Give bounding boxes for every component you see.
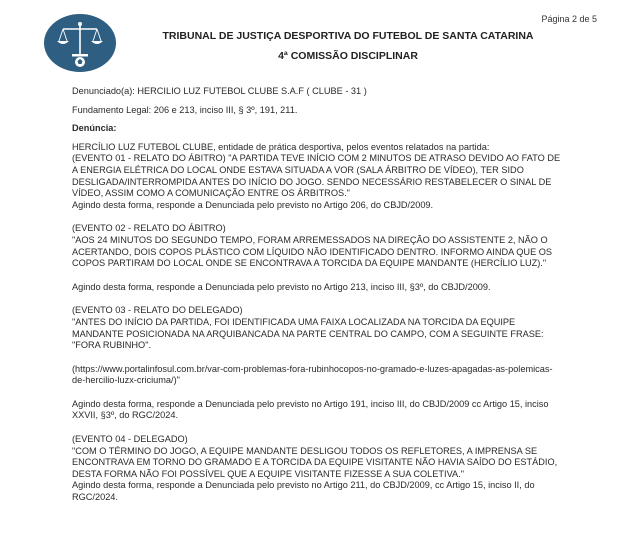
evento3-conclusion: Agindo desta forma, responde a Denunciada pelo previsto no Artigo 191, inciso III, do CBJD/2009 cc Artigo 15, inciso XXVII, §3º, do RGC/2024. — [72, 398, 549, 421]
denunciado-line: Denunciado(a): HERCILIO LUZ FUTEBOL CLUBE S.A.F ( CLUBE - 31 ) — [72, 86, 367, 96]
intro-paragraph: HERCÍLIO LUZ FUTEBOL CLUBE, entidade de prática desportiva, pelos eventos relatados na partida: — [72, 141, 490, 152]
page-number: Página 2 de 5 — [541, 14, 597, 24]
fundamento-line: Fundamento Legal: 206 e 213, inciso III, § 3º, 191, 211. — [72, 104, 298, 115]
document-body — [72, 86, 562, 504]
evento1-conclusion: Agindo desta forma, responde a Denunciada pelo previsto no Artigo 206, do CBJD/2009. — [72, 199, 434, 210]
evento3-heading: (EVENTO 03 - RELATO DO DELEGADO) — [72, 305, 243, 316]
evento2-text: "AOS 24 MINUTOS DO SEGUNDO TEMPO, FORAM ARREMESSADOS NA DIREÇÃO DO ASSISTENTE 2, NÃO O ACERTANDO, DOIS COPOS PLÁSTICO COM LÍQUIDO NÃO IDENTIFICADO DENTRO. INFORMO AINDA QUE OS COPOS PARTIRAM DO LOCAL ONDE SE ENCONTRAVA A TORCIDA DA EQUIPE MANDANTE (HERCÍLIO LUZ)." — [72, 234, 553, 269]
header-title: TRIBUNAL DE JUSTIÇA DESPORTIVA DO FUTEBOL DE SANTA CATARINA — [162, 30, 534, 42]
evento1-text: (EVENTO 01 - RELATO DO ÁBITRO) "A PARTIDA TEVE INÍCIO COM 2 MINUTOS DE ATRASO DEVIDO AO FATO DE A ENERGIA ELÉTRICA DO LOCAL ONDE ESTAVA SITUADA A VOR (SALA ÁRBITRO DE VÍDEO), TER SIDO DESLIGADA/INTERROMPIDA ANTES DO INÍCIO DO JOGO. SENDO NECESSÁRIO RESTABELECER O SINAL DE VÍDEO, ASSIM COMO A COMUNICAÇÃO ENTRE OS ÁRBITROS." — [72, 153, 561, 199]
evento4-heading: (EVENTO 04 - DELEGADO) — [72, 434, 188, 445]
tjd-logo — [43, 13, 117, 73]
evento4-text: "COM O TÉRMINO DO JOGO, A EQUIPE MANDANTE DESLIGOU TODOS OS REFLETORES, A IMPRENSA SE ENCONTRAVA EM TORNO DO GRAMADO E A TORCIDA DA EQUIPE VISITANTE NÃO HAVIA SAÍDO DO ESTÁDIO, DESTA FORMA NÃO FOI POSSÍVEL QUE A EQUIPE VISITANTE FIZESSE A SUA COLETIVA." — [72, 445, 558, 479]
evento3-link: (https://www.portalinfosul.com.br/var-com-problemas-fora-rubinhocopos-no-gramado-e-luzes-apagadas-as-polemicas-de-hercilio-luzx-criciuma/)" — [72, 363, 553, 386]
denuncia-heading: Denúncia: — [72, 123, 117, 134]
evento2-conclusion: Agindo desta forma, responde a Denunciada pelo previsto no Artigo 213, inciso III, §3º, do CBJD/2009. — [72, 281, 491, 292]
evento3-text: "ANTES DO INÍCIO DA PARTIDA, FOI IDENTIFICADA UMA FAIXA LOCALIZADA NA TORCIDA DA EQUIPE MANDANTE POSICIONADA NA ARQUIBANCADA NA PARTE CENTRAL DO CAMPO, COM A SEGUINTE FRASE: "FORA RUBINHO". — [72, 316, 544, 351]
evento2-heading: (EVENTO 02 - RELATO DO ÁBITRO) — [72, 223, 226, 234]
evento4-conclusion: Agindo desta forma, responde a Denunciada pelo previsto no Artigo 211, do CBJD/2009, cc Artigo 15, inciso II, do RGC/2024. — [72, 480, 535, 503]
header-subtitle: 4ª COMISSÃO DISCIPLINAR — [278, 50, 418, 62]
